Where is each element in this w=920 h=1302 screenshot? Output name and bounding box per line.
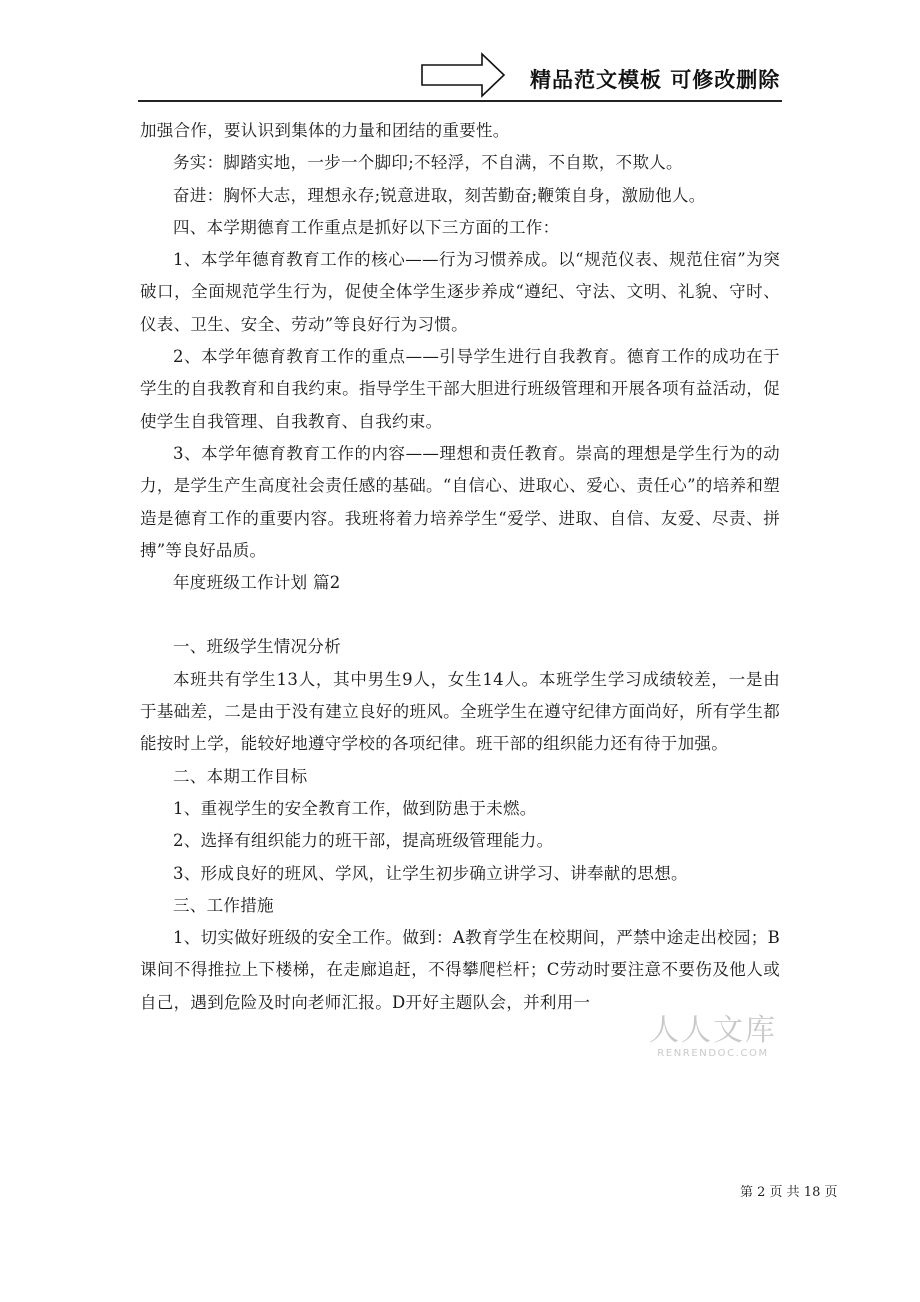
paragraph: 加强合作，要认识到集体的力量和团结的重要性。	[140, 121, 510, 140]
paragraph: 年度班级工作计划 篇2	[173, 573, 341, 593]
paragraph: 本班共有学生13人，其中男生9人，女生14人。本班学生学习成绩较差，一是由于基础差，二是由于没有建立良好的班风。全班学生在遵守纪律方面尚好，所有学生都能按时上学，能较好地遵守学校的各项纪律。班干部的组织能力还有待于加强。	[140, 669, 780, 754]
arrow-right-icon	[420, 52, 506, 98]
paragraph: 四、本学期德育工作重点是抓好以下三方面的工作：	[173, 217, 560, 237]
paragraph: 奋进：胸怀大志，理想永存;锐意进取，刻苦勤奋;鞭策自身，激励他人。	[173, 185, 706, 205]
watermark-cn: 人人文库	[649, 1013, 777, 1048]
page-number: 第 2 页 共 18 页	[740, 1185, 838, 1200]
paragraph: 2、本学年德育教育工作的重点——引导学生进行自我教育。德育工作的成功在于学生的自我教育和自我约束。指导学生干部大胆进行班级管理和开展各项有益活动，促使学生自我管理、自我教育、自我约束。	[140, 347, 780, 431]
paragraph: 1、切实做好班级的安全工作。做到：A教育学生在校期间，严禁中途走出校园；B课间不得推拉上下楼梯，在走廊追赶，不得攀爬栏杆；C劳动时要注意不要伤及他人或自己，遇到危险及时向老师汇报。D开好主题队会，并利用一	[140, 928, 780, 1012]
header-title: 精品范文模板 可修改删除	[530, 67, 781, 92]
paragraph: 三、工作措施	[173, 895, 274, 915]
paragraph: 2、选择有组织能力的班干部，提高班级管理能力。	[173, 831, 554, 851]
blank-line	[140, 599, 780, 631]
paragraph: 一、班级学生情况分析	[173, 637, 341, 657]
watermark-logo	[648, 1014, 778, 1059]
paragraph: 务实：脚踏实地，一步一个脚印;不轻浮，不自满，不自欺，不欺人。	[173, 153, 683, 173]
paragraph: 3、本学年德育教育工作的内容——理想和责任教育。崇高的理想是学生行为的动力，是学生产生高度社会责任感的基础。“自信心、进取心、爱心、责任心”的培养和塑造是德育工作的重要内容。我班将着力培养学生“爱学、进取、自信、友爱、尽责、拼搏”等良好品质。	[140, 443, 780, 560]
paragraph: 3、形成良好的班风、学风，让学生初步确立讲学习、讲奉献的思想。	[173, 863, 688, 883]
paragraph: 二、本期工作目标	[173, 766, 308, 786]
page-header	[0, 0, 920, 100]
paragraph: 1、重视学生的安全教育工作，做到防患于未燃。	[173, 798, 537, 818]
watermark-en: RENRENDOC.COM	[657, 1048, 769, 1059]
document-body	[140, 115, 780, 1019]
header-divider	[138, 100, 782, 102]
paragraph: 1、本学年德育教育工作的核心——行为习惯养成。以“规范仪表、规范住宿”为突破口，全面规范学生行为，促使全体学生逐步养成“遵纪、守法、文明、礼貌、守时、仪表、卫生、安全、劳动”等良好行为习惯。	[140, 250, 780, 334]
